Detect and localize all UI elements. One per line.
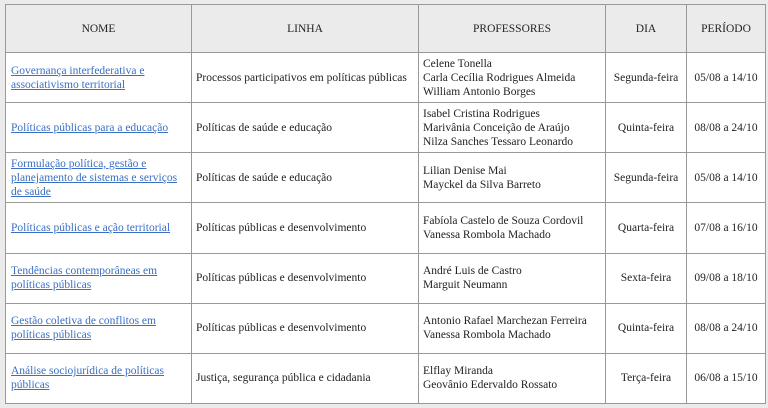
table-row — [6, 53, 766, 103]
professores-cell — [419, 53, 606, 103]
professor-name: Vanessa Rombola Machado — [423, 228, 551, 241]
professor-name: Isabel Cristina Rodrigues — [423, 107, 540, 120]
professor-name: Geovânio Edervaldo Rossato — [423, 379, 558, 392]
periodo-cell: 08/08 a 24/10 — [687, 303, 766, 353]
dia-cell: Sexta-feira — [606, 253, 687, 303]
table-row — [6, 353, 766, 403]
professor-name: Nilza Sanches Tessaro Leonardo — [423, 135, 574, 148]
dia-cell: Quinta-feira — [606, 303, 687, 353]
periodo-cell: 07/08 a 16/10 — [687, 203, 766, 253]
dia-cell: Segunda-feira — [606, 153, 687, 203]
dia-cell: Quarta-feira — [606, 203, 687, 253]
professor-name: Marivânia Conceição de Araújo — [423, 121, 570, 134]
header-dia: DIA — [606, 5, 687, 53]
table-row — [6, 153, 766, 203]
linha-cell: Políticas públicas e desenvolvimento — [192, 203, 419, 253]
header-professores: PROFESSORES — [419, 5, 606, 53]
professor-name: Elflay Miranda — [423, 365, 493, 378]
professor-name: Carla Cecília Rodrigues Almeida — [423, 71, 576, 84]
professor-name: Celene Tonella — [423, 57, 492, 70]
professor-name: Vanessa Rombola Machado — [423, 329, 551, 342]
linha-cell: Políticas públicas e desenvolvimento — [192, 253, 419, 303]
discipline-link[interactable]: Políticas públicas para a educação — [11, 121, 169, 134]
periodo-cell: 05/08 a 14/10 — [687, 53, 766, 103]
discipline-link[interactable]: Gestão coletiva de conflitos em políticas públicas — [11, 315, 156, 342]
header-periodo: PERÍODO — [687, 5, 766, 53]
header-row — [6, 5, 766, 53]
table-row — [6, 303, 766, 353]
professor-name: William Antonio Borges — [423, 85, 536, 98]
discipline-link[interactable]: Políticas públicas e ação territorial — [11, 221, 171, 234]
table-row — [6, 103, 766, 153]
professor-name: Marguit Neumann — [423, 279, 508, 292]
professores-cell — [419, 153, 606, 203]
disciplines-table — [5, 4, 766, 404]
discipline-link[interactable]: Governança interfederativa e associativismo territorial — [11, 64, 145, 91]
discipline-link[interactable]: Tendências contemporâneas em políticas públicas — [11, 265, 158, 292]
professores-cell — [419, 103, 606, 153]
discipline-link[interactable]: Formulação política, gestão e planejamento de sistemas e serviços de saúde — [11, 157, 178, 198]
linha-cell: Políticas de saúde e educação — [192, 103, 419, 153]
linha-cell: Justiça, segurança pública e cidadania — [192, 353, 419, 403]
professores-cell — [419, 253, 606, 303]
professor-name: Fabíola Castelo de Souza Cordovil — [423, 214, 584, 227]
dia-cell: Segunda-feira — [606, 53, 687, 103]
professores-cell — [419, 203, 606, 253]
discipline-link[interactable]: Análise sociojurídica de políticas públicas — [11, 365, 164, 392]
dia-cell: Quinta-feira — [606, 103, 687, 153]
linha-cell: Políticas de saúde e educação — [192, 153, 419, 203]
dia-cell: Terça-feira — [606, 353, 687, 403]
linha-cell: Processos participativos em políticas públicas — [192, 53, 419, 103]
periodo-cell: 05/08 a 14/10 — [687, 153, 766, 203]
professores-cell — [419, 353, 606, 403]
professor-name: Lilian Denise Mai — [423, 164, 507, 177]
header-linha: LINHA — [192, 5, 419, 53]
professor-name: André Luis de Castro — [423, 265, 522, 278]
table-row — [6, 203, 766, 253]
table-row — [6, 253, 766, 303]
periodo-cell: 06/08 a 15/10 — [687, 353, 766, 403]
professor-name: Mayckel da Silva Barreto — [423, 178, 541, 191]
periodo-cell: 08/08 a 24/10 — [687, 103, 766, 153]
professores-cell — [419, 303, 606, 353]
header-nome: NOME — [6, 5, 192, 53]
periodo-cell: 09/08 a 18/10 — [687, 253, 766, 303]
professor-name: Antonio Rafael Marchezan Ferreira — [423, 315, 587, 328]
linha-cell: Políticas públicas e desenvolvimento — [192, 303, 419, 353]
